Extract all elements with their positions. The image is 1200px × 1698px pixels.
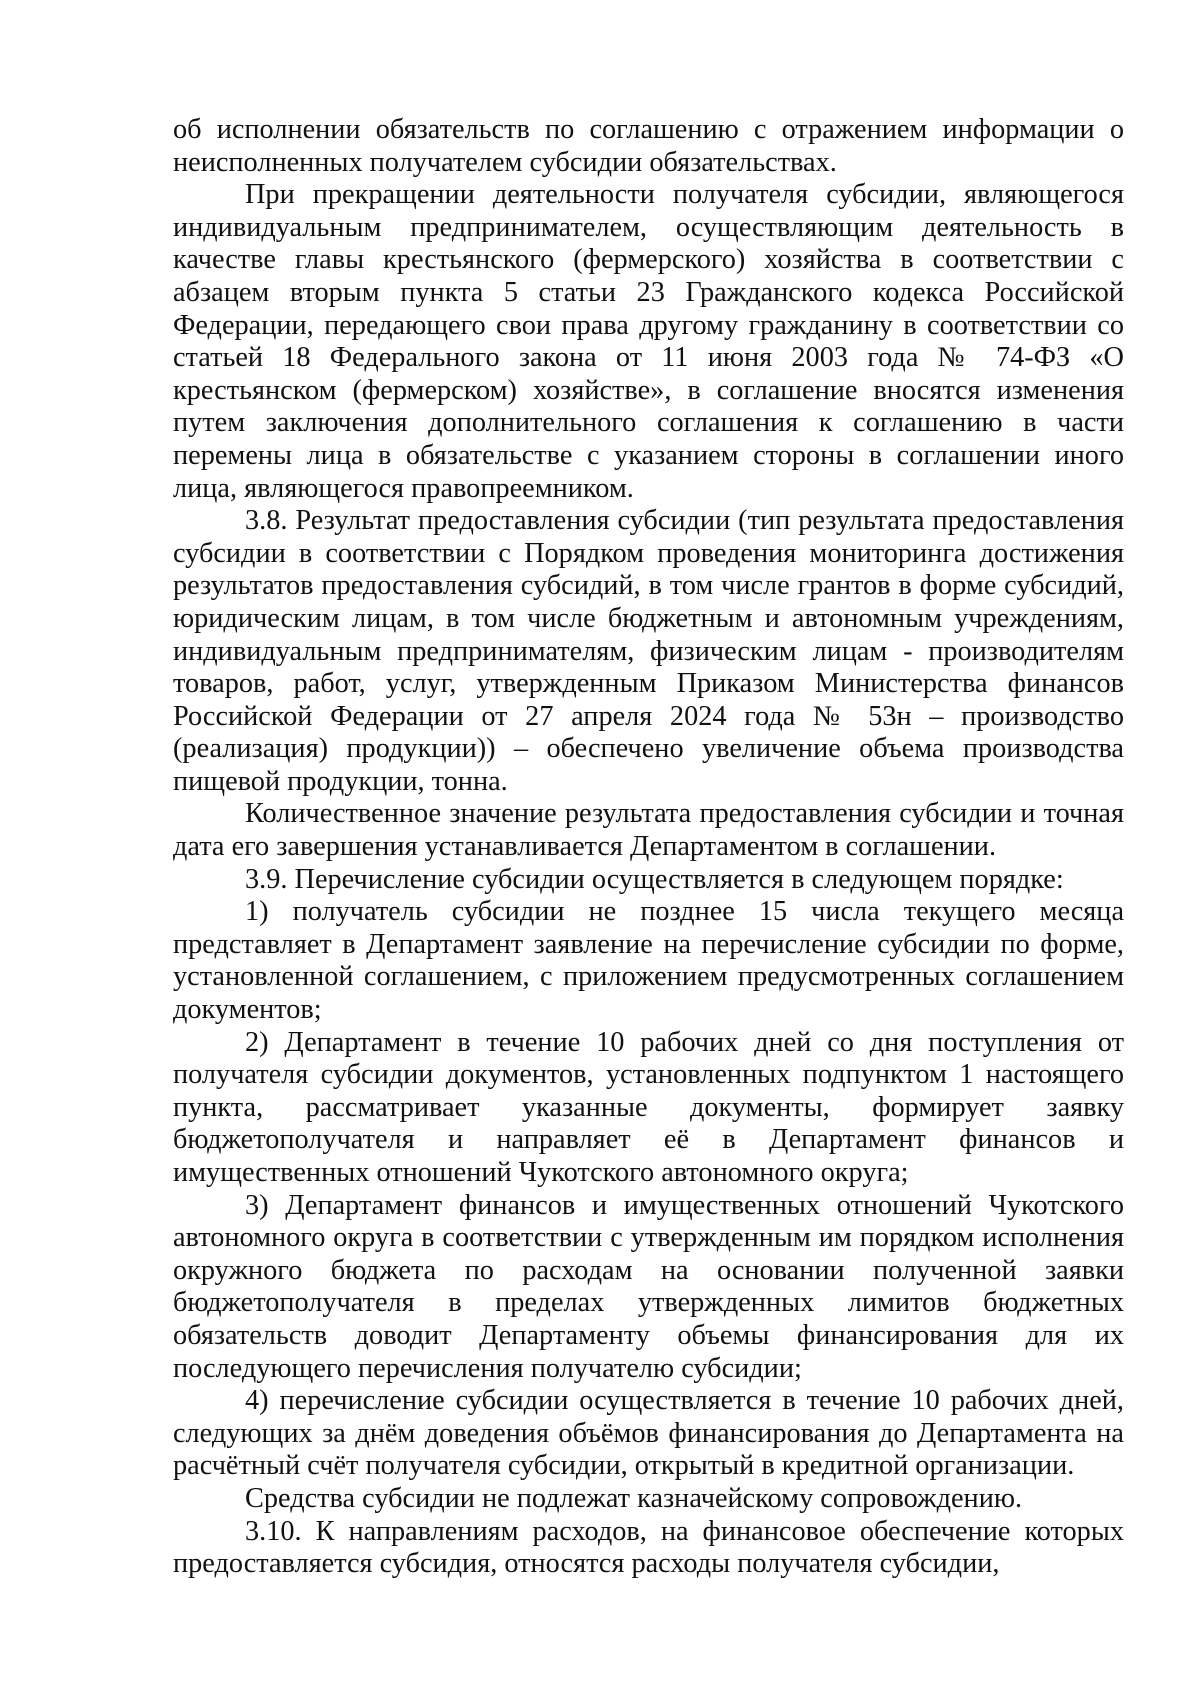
list-item-1-application: 1) получатель субсидии не позднее 15 числа текущего месяца представляет в Департамент заявление на перечисление субсидии по форме, установленной соглашением, с приложением предусмотренных соглашением документов; bbox=[173, 896, 1124, 1026]
paragraph-quantitative-value: Количественное значение результата предоставления субсидии и точная дата его завершения устанавливается Департаментом в соглашении. bbox=[173, 798, 1124, 863]
paragraph-3-10-expense-directions: 3.10. К направлениям расходов, на финансовое обеспечение которых предоставляется субсидия, относятся расходы получателя субсидии, bbox=[173, 1515, 1124, 1580]
list-item-4-transfer: 4) перечисление субсидии осуществляется в течение 10 рабочих дней, следующих за днём доведения объёмов финансирования до Департамента на расчётный счёт получателя субсидии, открытый в кредитной организации. bbox=[173, 1385, 1124, 1482]
paragraph-treasury-support: Средства субсидии не подлежат казначейскому сопровождению. bbox=[245, 1482, 1023, 1514]
list-item-2-review: 2) Департамент в течение 10 рабочих дней со дня поступления от получателя субсидии документов, установленных подпунктом 1 настоящего пункта, рассматривает указанные документы, формирует заявку бюджетополучателя и направляет её в Департамент финансов и имущественных отношений Чукотского автономного округа; bbox=[173, 1026, 1124, 1188]
paragraph-3-9-transfer-order: 3.9. Перечисление субсидии осуществляется в следующем порядке: bbox=[245, 863, 1064, 895]
document-page bbox=[173, 114, 1124, 1581]
list-item-3-funding: 3) Департамент финансов и имущественных отношений Чукотского автономного округа в соответствии с утвержденным им порядком исполнения окружного бюджета по расходам на основании полученной заявки бюджетополучателя в пределах утвержденных лимитов бюджетных обязательств доводит Департаменту объемы финансирования для их последующего перечисления получателю субсидии; bbox=[173, 1189, 1124, 1384]
paragraph-termination-of-activity: При прекращении деятельности получателя субсидии, являющегося индивидуальным предпринимателем, осуществляющим деятельность в качестве главы крестьянского (фермерского) хозяйства в соответствии с абзацем вторым пункта 5 статьи 23 Гражданского кодекса Российской Федерации, передающего свои права другому гражданину в соответствии со статьей 18 Федерального закона от 11 июня 2003 года № 74-ФЗ «О крестьянском (фермерском) хозяйстве», в соглашение вносятся изменения путем заключения дополнительного соглашения к соглашению в части перемены лица в обязательстве с указанием стороны в соглашении иного лица, являющегося правопреемником. bbox=[173, 179, 1124, 504]
paragraph-obligations-report: об исполнении обязательств по соглашению с отражением информации о неисполненных получателем субсидии обязательствах. bbox=[173, 114, 1124, 178]
paragraph-3-8-result: 3.8. Результат предоставления субсидии (тип результата предоставления субсидии в соответствии с Порядком проведения мониторинга достижения результатов предоставления субсидий, в том числе грантов в форме субсидий, юридическим лицам, в том числе бюджетным и автономным учреждениям, индивидуальным предпринимателям, физическим лицам - производителям товаров, работ, услуг, утвержденным Приказом Министерства финансов Российской Федерации от 27 апреля 2024 года № 53н – производство (реализация) продукции)) – обеспечено увеличение объема производства пищевой продукции, тонна. bbox=[173, 505, 1124, 797]
